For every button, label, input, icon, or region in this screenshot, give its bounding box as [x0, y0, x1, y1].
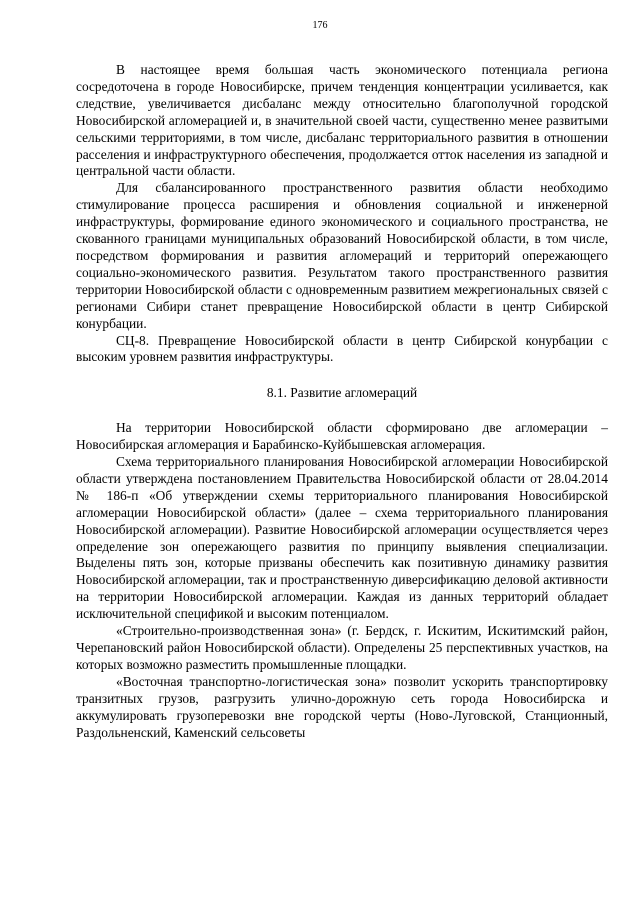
paragraph-construction-zone: «Строительно-производственная зона» (г. Бердск, г. Искитим, Искитимский район, Черепановский район Новосибирской области). Определены 25 перспективных участков, на которых возможно разместить промышленные площадки. [76, 623, 608, 672]
section-heading: 8.1. Развитие агломераций [266, 385, 418, 401]
page-number: 176 [312, 20, 328, 31]
paragraph-agglomerations: На территории Новосибирской области сформировано две агломерации – Новосибирская агломерация и Барабинско-Куйбышевская агломерация. [76, 420, 608, 453]
paragraph-strategic-goal: СЦ-8. Превращение Новосибирской области в центр Сибирской конурбации с высоким уровнем развития инфраструктуры. [76, 332, 608, 365]
paragraph-logistics-zone: «Восточная транспортно-логистическая зона» позволит ускорить транспортировку транзитных грузов, разгрузить улично-дорожную сеть города Новосибирска и аккумулировать грузоперевозки вне городской черты (Ново-Луговской, Станционный, Раздольненский, Каменский сельсоветы [76, 673, 608, 740]
paragraph-economic-potential: В настоящее время большая часть экономического потенциала региона сосредоточена в городе Новосибирске, причем тенденция концентрации усиливается, как следствие, увеличивается дисбаланс между относительно благополучной городской Новосибирской агломерацией и, в значительной своей части, существенно менее развитыми сельскими территориями, в том числе, дисбаланс территориального развития в отношении расселения и инфраструктурного обеспечения, продолжается отток населения из западной и центральной части области. [76, 62, 608, 179]
paragraph-balanced-development: Для сбалансированного пространственного развития области необходимо стимулирование процесса расширения и обновления социальной и инженерной инфраструктуры, формирование единого экономического и социального пространства, не скованного границами муниципальных образований Новосибирской области, в том числе, посредством формирования и развития агломераций и территорий опережающего социально-экономического развития. Результатом такого пространственного развития территории Новосибирской области с одновременным развитием межрегиональных связей с регионами Сибири станет превращение Новосибирской области в центр Сибирской конурбации. [76, 180, 608, 331]
paragraph-territorial-scheme: Схема территориального планирования Новосибирской агломерации Новосибирской области утверждена постановлением Правительства Новосибирской области от 28.04.2014 № 186-п «Об утверждении схемы территориального планирования Новосибирской агломерации Новосибирской области» (далее – схема территориального планирования Новосибирской агломерации). Развитие Новосибирской агломерации осуществляется через определение зон опережающего развития по принципу выявления специализации. Выделены пять зон, которые призваны обеспечить как позитивную динамику развития Новосибирской агломерации, так и пространственную диверсификацию деловой активности на территории Новосибирской агломерации. Каждая из данных территорий обладает исключительной спецификой и высоким потенциалом. [76, 454, 608, 622]
document-body [76, 62, 608, 741]
